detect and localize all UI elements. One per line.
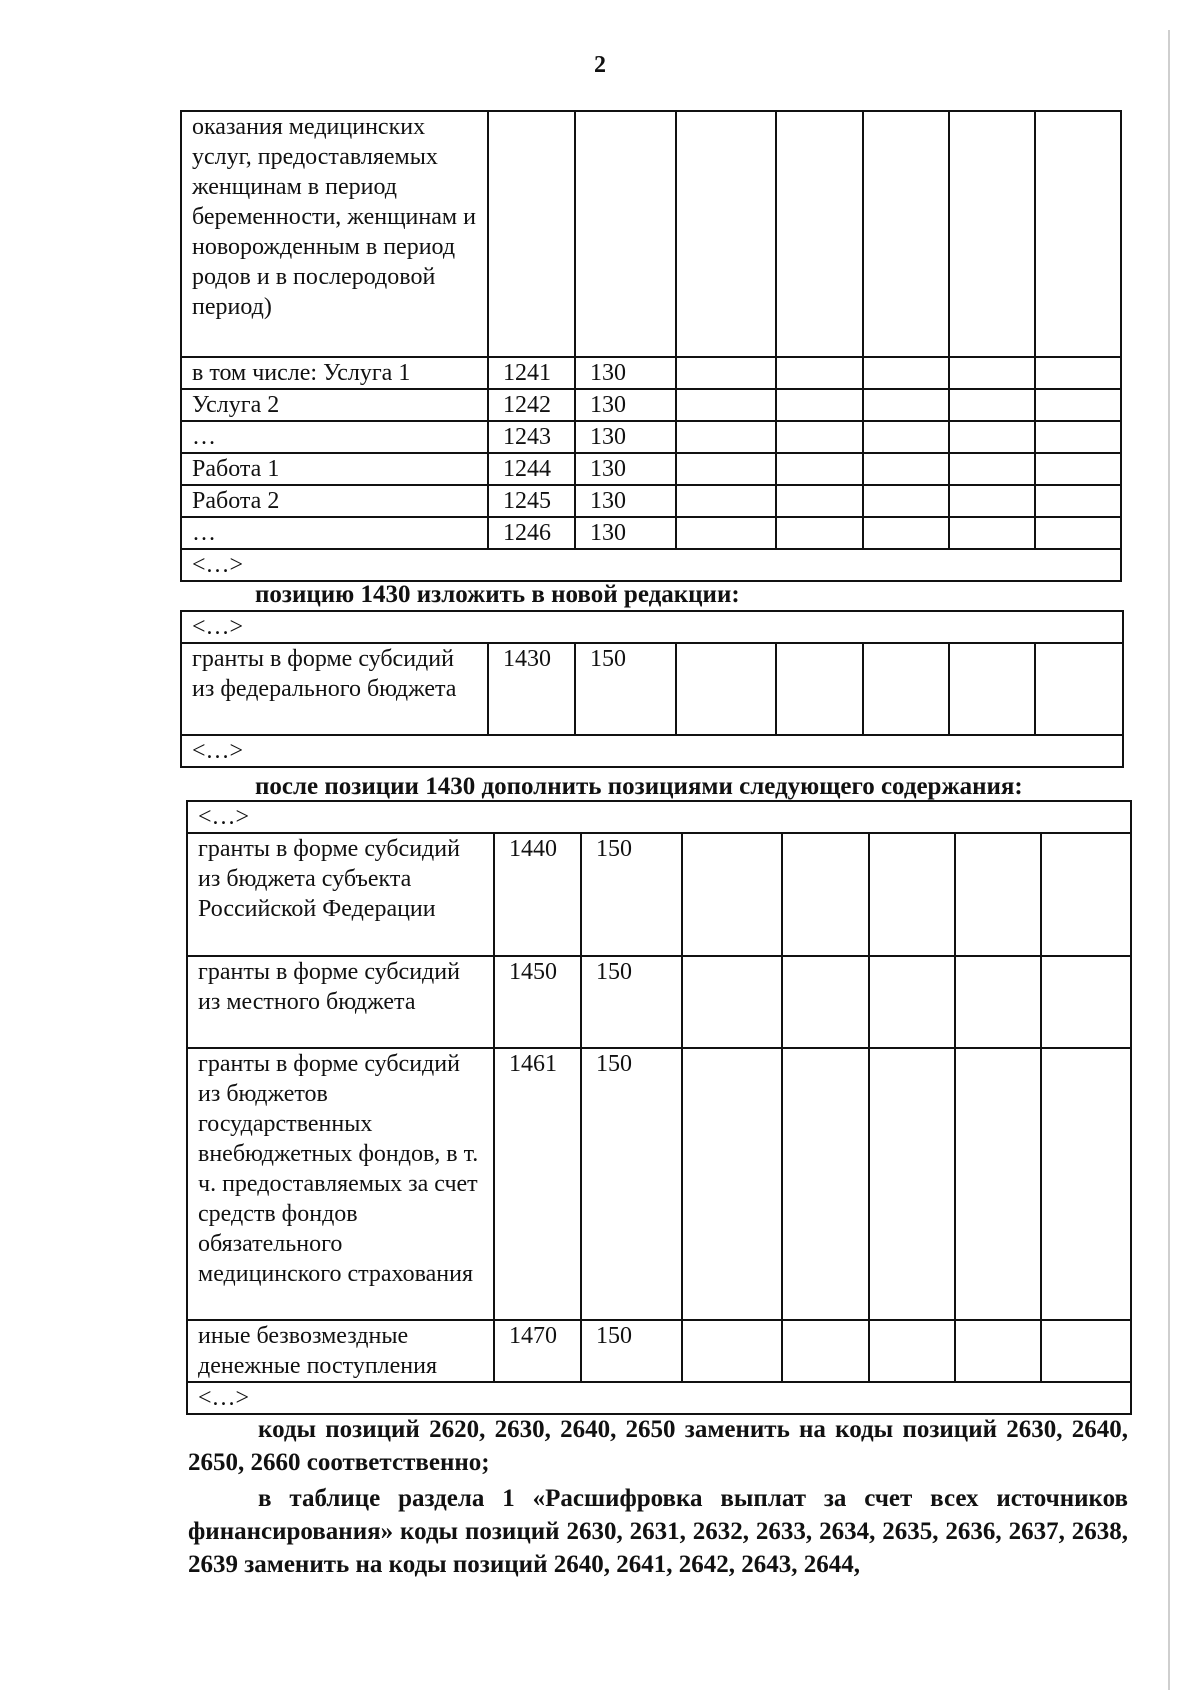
row-kosgu: 150 (575, 643, 676, 735)
row-code: 1241 (488, 357, 575, 389)
row-code: 1430 (488, 643, 575, 735)
table-row (187, 1320, 1131, 1382)
row-code: 1450 (494, 956, 581, 1048)
table-services (180, 110, 1122, 582)
table-row (187, 801, 1131, 833)
paragraph-section1-codes: в таблице раздела 1 «Расшифровка выплат за счет всех источников финансирования» коды позиций 2630, 2631, 2632, 2633, 2634, 2635, 2636, 2637, 2638, 2639 заменить на коды позиций 2640, 2641, 2642, 2643, 2644, (188, 1485, 1128, 1578)
table-row (187, 833, 1131, 956)
row-kosgu: 130 (575, 517, 676, 549)
table-federal-grant (180, 610, 1124, 768)
row-code: 1440 (494, 833, 581, 956)
row-label: Услуга 2 (181, 389, 488, 421)
omission-marker: <…> (187, 801, 1131, 833)
row-label: гранты в форме субсидий из местного бюджета (187, 956, 494, 1048)
row-label: Работа 1 (181, 453, 488, 485)
paragraph-codes-renumber: коды позиций 2620, 2630, 2640, 2650 заменить на коды позиций 2630, 2640, 2650, 2660 соответственно; (188, 1416, 1128, 1476)
table-row (181, 357, 1121, 389)
row-label: гранты в форме субсидий из федерального бюджета (181, 643, 488, 735)
table-row (181, 453, 1121, 485)
scan-edge-line (1168, 30, 1170, 1690)
row-kosgu: 150 (581, 833, 682, 956)
row-code: 1244 (488, 453, 575, 485)
row-kosgu: 130 (575, 485, 676, 517)
row-label: гранты в форме субсидий из бюджетов государственных внебюджетных фондов, в т. ч. предоставляемых за счет средств фондов обязательного медицинского страхования (187, 1048, 494, 1320)
table-row (181, 421, 1121, 453)
instruction-1430: позицию 1430 изложить в новой редакции: (255, 581, 740, 608)
row-kosgu: 150 (581, 1048, 682, 1320)
table-row (187, 956, 1131, 1048)
table-row (181, 735, 1123, 767)
table-row (181, 517, 1121, 549)
row-code: 1246 (488, 517, 575, 549)
row-kosgu: 150 (581, 956, 682, 1048)
row-label: гранты в форме субсидий из бюджета субъекта Российской Федерации (187, 833, 494, 956)
table-row (181, 611, 1123, 643)
page-number: 2 (594, 52, 606, 78)
row-code: 1245 (488, 485, 575, 517)
omission-marker: <…> (181, 549, 1121, 581)
row-kosgu: 130 (575, 453, 676, 485)
table-row (181, 111, 1121, 357)
intro-text-cell: оказания медицинских услуг, предоставляемых женщинам в период беременности, женщинам и новорожденным в период родов и в послеродовой период) (181, 111, 488, 357)
row-code: 1461 (494, 1048, 581, 1320)
omission-marker: <…> (181, 611, 1123, 643)
table-row (181, 643, 1123, 735)
row-kosgu: 130 (575, 389, 676, 421)
row-kosgu: 150 (581, 1320, 682, 1382)
omission-marker: <…> (187, 1382, 1131, 1414)
omission-marker: <…> (181, 735, 1123, 767)
row-label: иные безвозмездные денежные поступления (187, 1320, 494, 1382)
row-label: Работа 2 (181, 485, 488, 517)
table-row (187, 1382, 1131, 1414)
table-row (181, 549, 1121, 581)
row-label: … (181, 421, 488, 453)
row-code: 1470 (494, 1320, 581, 1382)
row-kosgu: 130 (575, 421, 676, 453)
table-row (187, 1048, 1131, 1320)
row-label: в том числе: Услуга 1 (181, 357, 488, 389)
table-row (181, 485, 1121, 517)
row-code: 1243 (488, 421, 575, 453)
table-new-positions (186, 800, 1132, 1415)
row-code: 1242 (488, 389, 575, 421)
row-kosgu: 130 (575, 357, 676, 389)
instruction-after-1430: после позиции 1430 дополнить позициями следующего содержания: (255, 773, 1023, 800)
row-label: … (181, 517, 488, 549)
table-row (181, 389, 1121, 421)
